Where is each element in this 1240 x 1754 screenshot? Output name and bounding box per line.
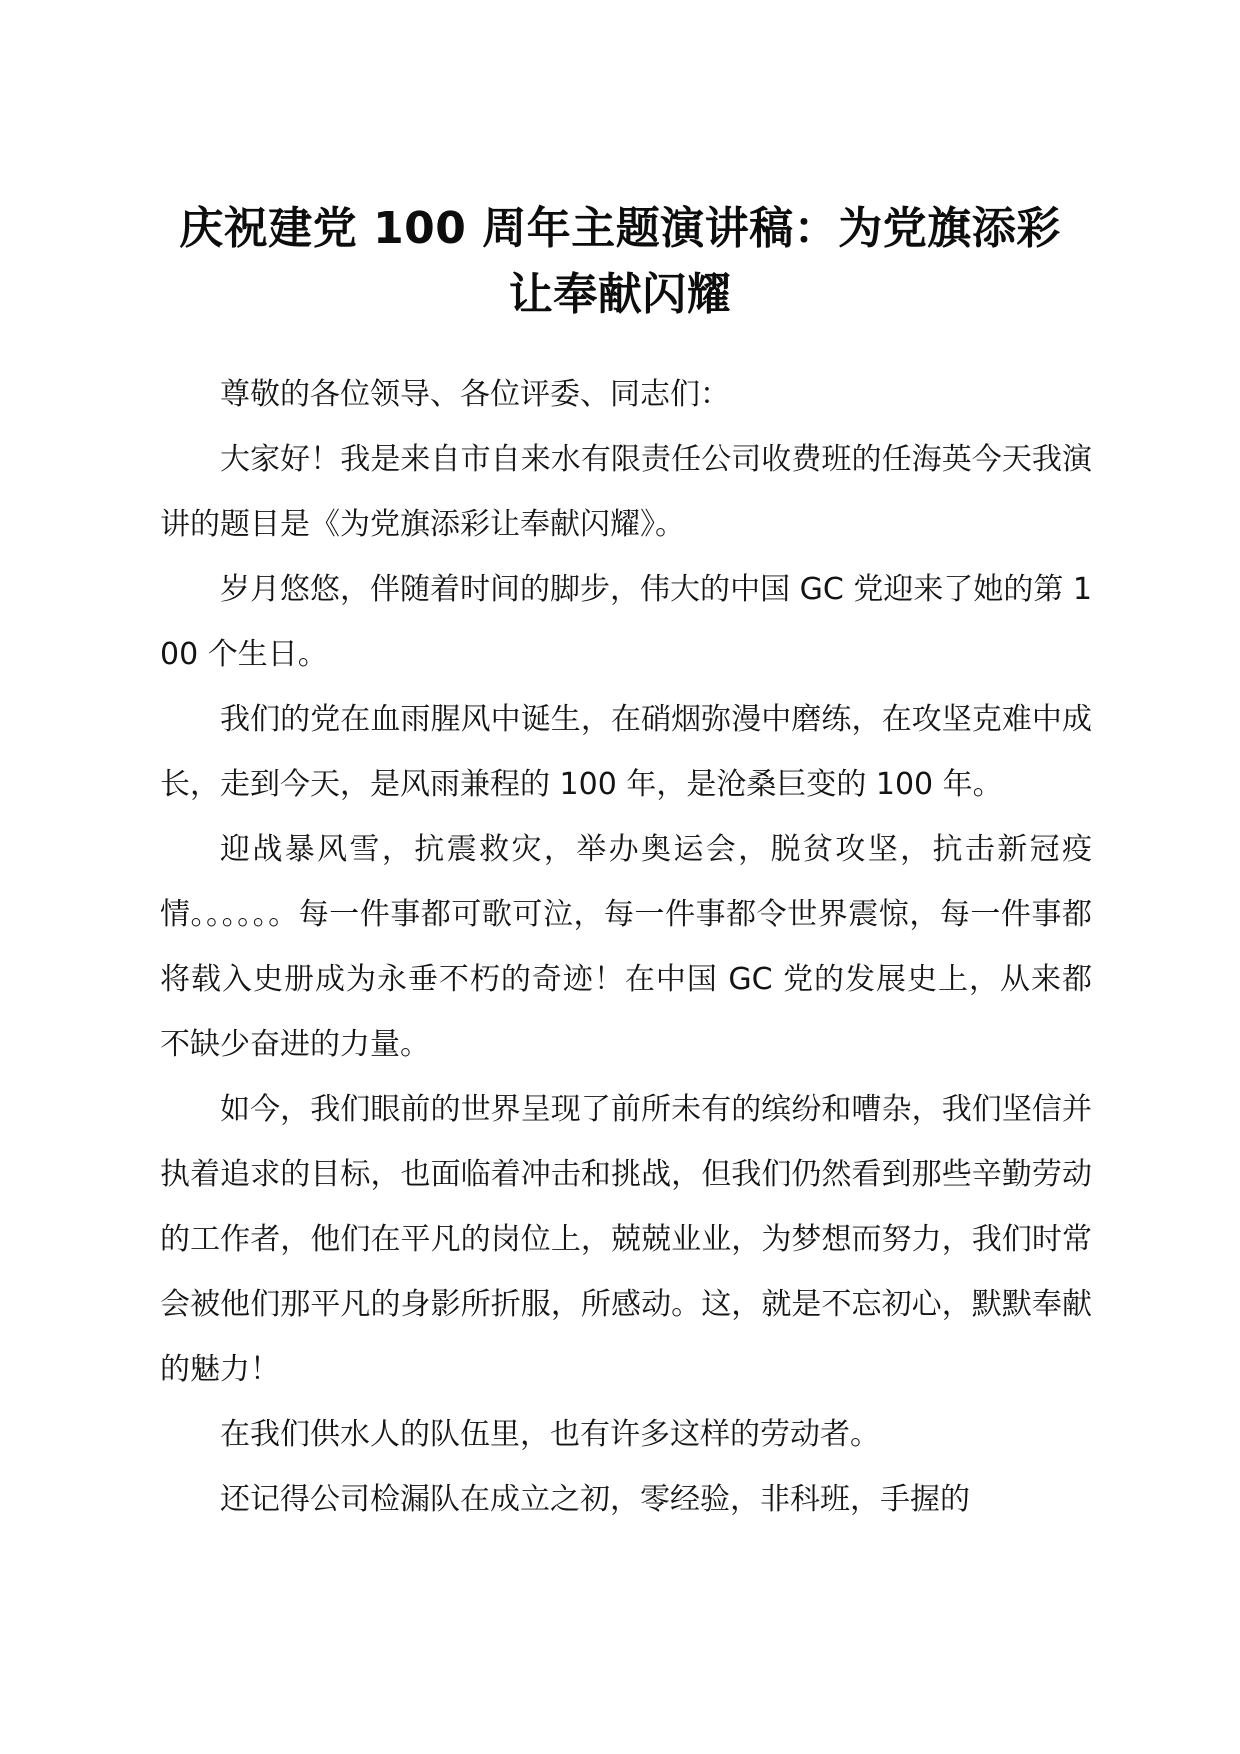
- body-paragraph: 还记得公司检漏队在成立之初，零经验，非科班，手握的: [220, 1482, 970, 1517]
- salutation-paragraph: 尊敬的各位领导、各位评委、同志们：: [220, 377, 730, 412]
- body-paragraph: 如今，我们眼前的世界呈现了前所未有的缤纷和嘈杂，我们坚信并执着追求的目标，也面临着冲击和挑战，但我们仍然看到那些辛勤劳动的工作者，他们在平凡的岗位上，兢兢业业，为梦想而努力，我们时常会被他们那平凡的身影所折服，所感动。这，就是不忘初心，默默奉献的魅力！: [160, 1092, 1092, 1387]
- body-paragraph: 大家好！我是来自市自来水有限责任公司收费班的任海英今天我演讲的题目是《为党旗添彩让奉献闪耀》。: [160, 442, 1092, 542]
- title-line-1: 庆祝建党 100 周年主题演讲稿：为党旗添彩: [179, 203, 1061, 254]
- title-line-2: 让奉献闪耀: [508, 269, 732, 320]
- body-paragraph: 迎战暴风雪，抗震救灾，举办奥运会，脱贫攻坚，抗击新冠疫情。。。。。。每一件事都可歌可泣，每一件事都令世界震惊，每一件事都将载入史册成为永垂不朽的奇迹！在中国 GC 党的发展史上，从来都不缺少奋进的力量。: [160, 832, 1092, 1062]
- body-paragraph: 在我们供水人的队伍里，也有许多这样的劳动者。: [220, 1417, 880, 1452]
- body-paragraph: 我们的党在血雨腥风中诞生，在硝烟弥漫中磨练，在攻坚克难中成长，走到今天，是风雨兼程的 100 年，是沧桑巨变的 100 年。: [160, 702, 1092, 802]
- body-paragraph: 岁月悠悠，伴随着时间的脚步，伟大的中国 GC 党迎来了她的第 100 个生日。: [160, 572, 1092, 672]
- document-title: [150, 196, 1090, 328]
- document-body: [160, 362, 1092, 1532]
